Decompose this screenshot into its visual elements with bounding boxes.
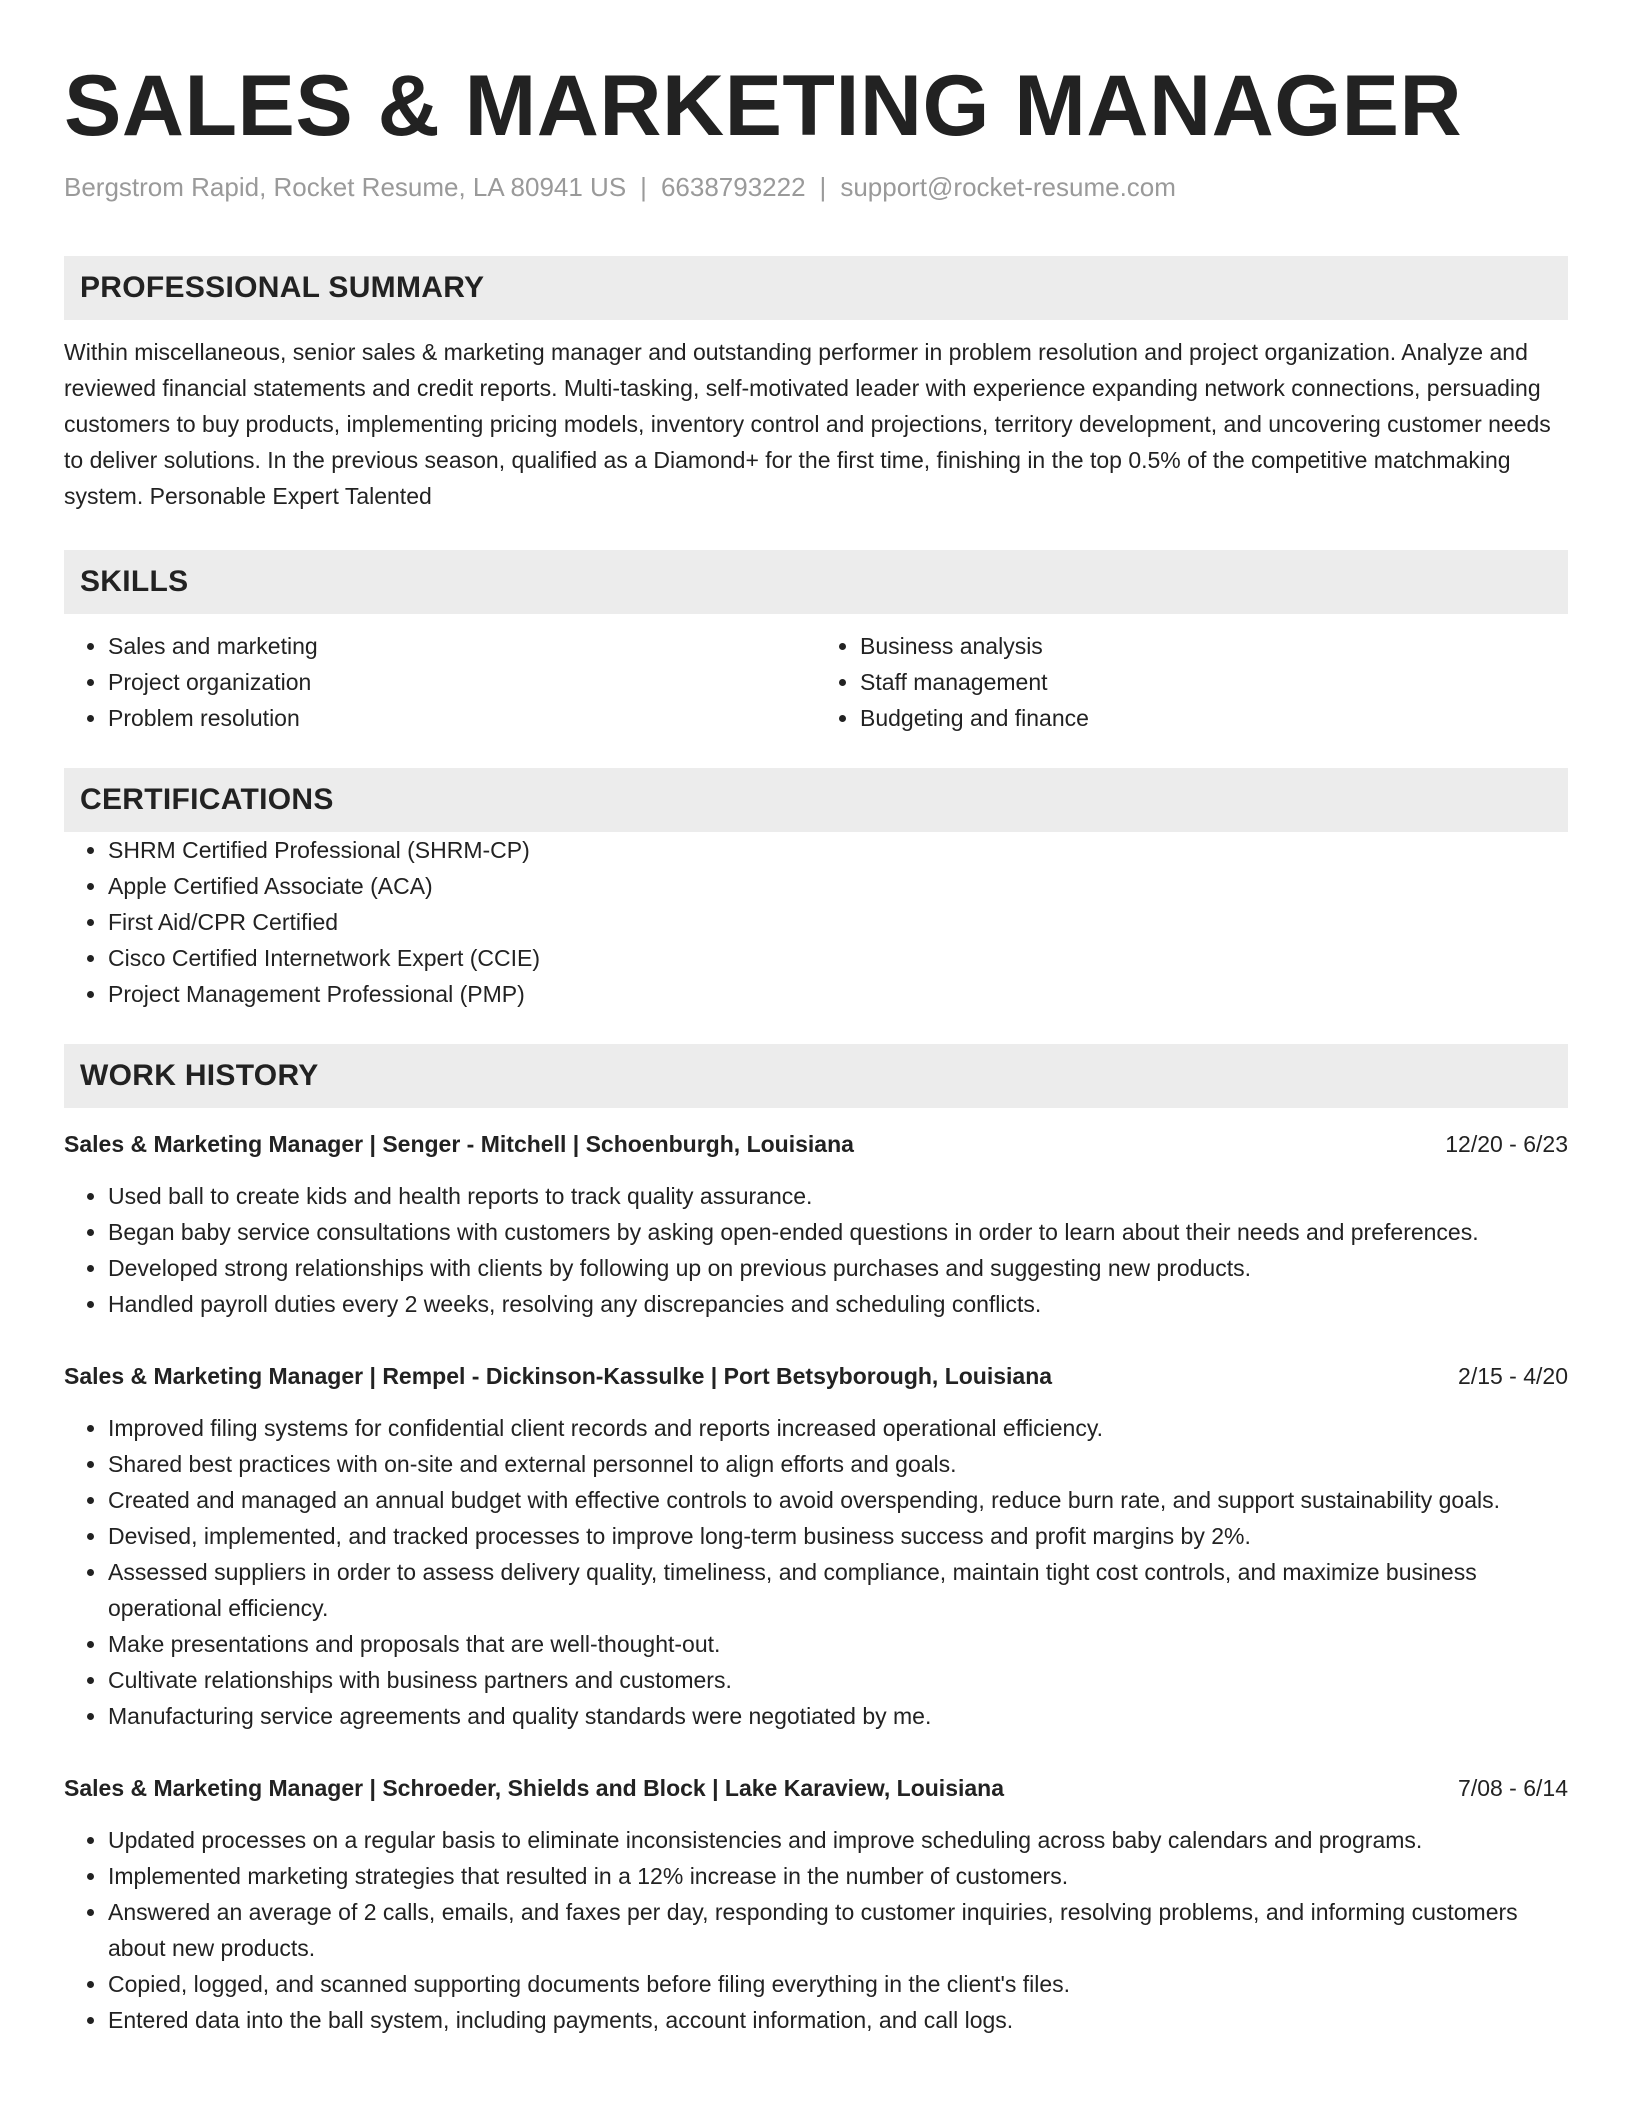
job-bullet: • Assessed suppliers in order to assess delivery quality, timeliness, and compliance, maintain tight cost controls, and maximize business operational efficiency. — [108, 1554, 1568, 1626]
skill-item: • Sales and marketing — [108, 628, 816, 664]
job-bullet: • Handled payroll duties every 2 weeks, resolving any discrepancies and scheduling conflicts. — [108, 1286, 1568, 1322]
job-bullet: • Make presentations and proposals that are well-thought-out. — [108, 1626, 1568, 1662]
contact-phone: 6638793222 — [660, 172, 806, 202]
contact-separator: | — [640, 172, 647, 202]
job-bullet: • Devised, implemented, and tracked processes to improve long-term business success and profit margins by 2%. — [108, 1518, 1568, 1554]
job-bullet: • Developed strong relationships with clients by following up on previous purchases and suggesting new products. — [108, 1250, 1568, 1286]
resume-title: SALES & MARKETING MANAGER — [64, 58, 1463, 154]
job-bullet: • Created and managed an annual budget with effective controls to avoid overspending, reduce burn rate, and support sustainability goals. — [108, 1482, 1568, 1518]
skills-list-right — [816, 628, 1568, 736]
job-dates: 7/08 - 6/14 — [1458, 1775, 1568, 1801]
job-entry — [64, 1770, 1568, 2038]
job-title: Sales & Marketing Manager | Rempel - Dickinson-Kassulke | Port Betsyborough, Louisiana — [64, 1363, 1053, 1389]
certification-item: • SHRM Certified Professional (SHRM-CP) — [108, 832, 1568, 868]
skill-item: • Project organization — [108, 664, 816, 700]
summary-text: Within miscellaneous, senior sales & marketing manager and outstanding performer in problem resolution and project organization. Analyze and reviewed financial statements and credit reports. Multi-tasking, self-motivated leader with experience expanding network connections, persuading customers to buy products, implementing pricing models, inventory control and projections, territory development, and uncovering customer needs to deliver solutions. In the previous season, qualified as a Diamond+ for the first time, finishing in the top 0.5% of the competitive matchmaking system. Personable Expert Talented — [64, 339, 1551, 509]
skill-item: • Budgeting and finance — [860, 700, 1568, 736]
section-heading-certifications: CERTIFICATIONS — [64, 768, 1568, 832]
job-header — [64, 1126, 1568, 1162]
job-title: Sales & Marketing Manager | Schroeder, Shields and Block | Lake Karaview, Louisiana — [64, 1775, 1005, 1801]
job-bullet: • Cultivate relationships with business partners and customers. — [108, 1662, 1568, 1698]
job-entry — [64, 1126, 1568, 1322]
section-heading-summary: PROFESSIONAL SUMMARY — [64, 256, 1568, 320]
professional-summary-section — [64, 256, 1568, 514]
job-bullet: • Answered an average of 2 calls, emails, and faxes per day, responding to customer inquiries, resolving problems, and informing customers about new products. — [108, 1894, 1568, 1966]
skills-columns — [64, 628, 1568, 736]
certification-item: • Project Management Professional (PMP) — [108, 976, 1568, 1012]
job-bullet: • Began baby service consultations with customers by asking open-ended questions in order to learn about their needs and preferences. — [108, 1214, 1568, 1250]
work-history-section — [64, 1044, 1568, 2038]
contact-separator: | — [819, 172, 827, 202]
job-bullets — [64, 1410, 1568, 1734]
skills-list-left — [64, 628, 816, 736]
contact-email: support@rocket-resume.com — [840, 172, 1176, 202]
resume-page — [64, 0, 1568, 2038]
skills-section — [64, 550, 1568, 736]
contact-line — [64, 170, 1568, 204]
job-bullets — [64, 1178, 1568, 1322]
certifications-section — [64, 768, 1568, 1012]
job-dates: 2/15 - 4/20 — [1458, 1363, 1568, 1389]
job-bullet: • Entered data into the ball system, including payments, account information, and call logs. — [108, 2002, 1568, 2038]
job-bullet: • Copied, logged, and scanned supporting documents before filing everything in the client's files. — [108, 1966, 1568, 2002]
job-bullet: • Shared best practices with on-site and external personnel to align efforts and goals. — [108, 1446, 1568, 1482]
skill-item: • Business analysis — [860, 628, 1568, 664]
skill-item: • Staff management — [860, 664, 1568, 700]
job-bullet: • Used ball to create kids and health reports to track quality assurance. — [108, 1178, 1568, 1214]
contact-address: Bergstrom Rapid, Rocket Resume, LA 80941 US — [64, 172, 627, 202]
job-entry — [64, 1358, 1568, 1734]
job-bullet: • Updated processes on a regular basis to eliminate inconsistencies and improve scheduling across baby calendars and programs. — [108, 1822, 1568, 1858]
job-bullet: • Implemented marketing strategies that resulted in a 12% increase in the number of customers. — [108, 1858, 1568, 1894]
job-bullets — [64, 1822, 1568, 2038]
certifications-list — [64, 832, 1568, 1012]
job-header — [64, 1358, 1568, 1394]
section-heading-skills: SKILLS — [64, 550, 1568, 614]
job-header — [64, 1770, 1568, 1806]
certification-item: • First Aid/CPR Certified — [108, 904, 1568, 940]
job-title: Sales & Marketing Manager | Senger - Mitchell | Schoenburgh, Louisiana — [64, 1131, 854, 1157]
job-bullet: • Manufacturing service agreements and quality standards were negotiated by me. — [108, 1698, 1568, 1734]
skill-item: • Problem resolution — [108, 700, 816, 736]
job-dates: 12/20 - 6/23 — [1445, 1131, 1568, 1157]
certification-item: • Apple Certified Associate (ACA) — [108, 868, 1568, 904]
job-bullet: • Improved filing systems for confidential client records and reports increased operational efficiency. — [108, 1410, 1568, 1446]
section-heading-work-history: WORK HISTORY — [64, 1044, 1568, 1108]
certification-item: • Cisco Certified Internetwork Expert (CCIE) — [108, 940, 1568, 976]
